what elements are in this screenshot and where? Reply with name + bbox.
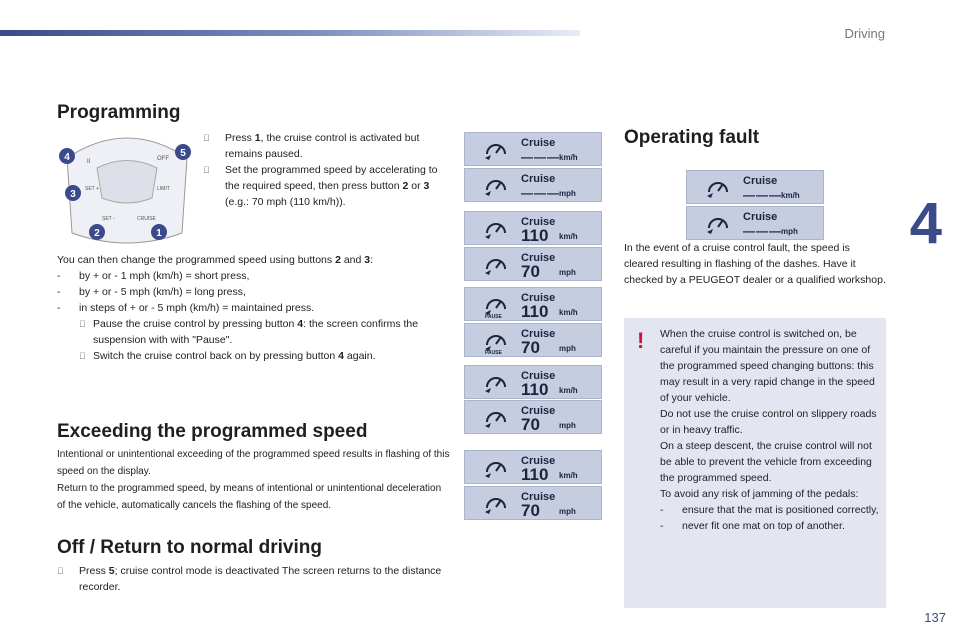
fault-heading: Operating fault: [624, 127, 760, 148]
step-item: Set the programmed speed by accelerating to the required speed, then press button 2 or 3 (e.g.: 70 mph (110 km/h)).: [203, 162, 443, 210]
cruise-label: Cruise: [521, 173, 556, 185]
speed-value: 70: [521, 338, 540, 357]
list-item: Pause the cruise control by pressing button 4: the screen confirms the suspension with with "Pause".: [57, 316, 442, 348]
bullet-icon: [57, 563, 79, 595]
cruise-label: Cruise: [521, 370, 556, 382]
svg-text:OFF: OFF: [157, 156, 169, 162]
steering-wheel-controls-diagram: [57, 128, 197, 248]
list-item: - by + or - 5 mph (km/h) = long press,: [57, 286, 246, 298]
speed-unit: mph: [559, 189, 576, 198]
bullet-icon: [203, 162, 225, 210]
warning-text: When the cruise control is switched on, be careful if you maintain the pressure on one of the programmed speed changing buttons: this may result in a very rapid change in the speed of your vehicle. Do not use the cruise control on slippery roads or in heavy traffic. On a steep descent, the cruise control will not be able to prevent the vehicle from exceeding the programmed speed. To avoid any risk of jamming of the pedals: - ensure that the mat is positioned correctly, - never fit one mat on top of another.: [660, 328, 879, 532]
warning-icon: !: [637, 328, 645, 353]
speed-unit: km/h: [781, 191, 800, 200]
section-title: Driving: [844, 26, 885, 41]
bullet-icon: [79, 348, 93, 364]
svg-text:II: II: [87, 159, 91, 165]
speed-dashes: ———: [743, 188, 782, 202]
speed-unit: mph: [559, 268, 576, 277]
speed-unit: mph: [559, 421, 576, 430]
cruise-speedometer-icon: [483, 138, 509, 162]
warning-box: [624, 318, 886, 608]
svg-text:LIMIT: LIMIT: [157, 186, 170, 192]
cruise-label: Cruise: [743, 211, 778, 223]
cruise-display-panel: [686, 206, 824, 240]
cruise-display-panel: [686, 170, 824, 204]
programming-steps: [203, 130, 443, 210]
cruise-label: Cruise: [521, 292, 556, 304]
cruise-speedometer-icon: [483, 456, 509, 480]
cruise-speedometer-icon: [483, 406, 509, 430]
speed-value: 70: [521, 415, 540, 434]
cruise-label: Cruise: [521, 252, 556, 264]
svg-text:2: 2: [94, 228, 100, 239]
speed-value: 110: [521, 302, 549, 321]
button-callout-3: [65, 185, 81, 201]
button-callout-5: [175, 144, 191, 160]
cruise-label: Cruise: [521, 328, 556, 340]
pause-label: PAUSE: [485, 314, 502, 320]
svg-text:SET -: SET -: [102, 216, 115, 222]
speed-dashes: ———: [521, 186, 560, 200]
speed-value: 110: [521, 380, 549, 399]
speed-unit: mph: [781, 227, 798, 236]
cruise-display-panel: [464, 247, 602, 281]
speed-unit: mph: [559, 344, 576, 353]
list-item: Switch the cruise control back on by pressing button 4 again.: [57, 348, 442, 364]
cruise-speedometer-icon: [483, 253, 509, 277]
off-heading: Off / Return to normal driving: [57, 537, 322, 558]
svg-text:5: 5: [180, 148, 186, 159]
chapter-number: 4: [909, 191, 942, 256]
cruise-speedometer-icon: [483, 217, 509, 241]
speed-unit: km/h: [559, 308, 578, 317]
exceeding-text: Intentional or unintentional exceeding of the programmed speed results in flashing of this speed on the display. Return to the programmed speed, by means of intentional or unintentional deceleration of the vehicle, automatically cancels the flashing of the speed.: [57, 449, 450, 511]
pause-label: PAUSE: [485, 350, 502, 356]
speed-unit: km/h: [559, 153, 578, 162]
cruise-display-panel: [464, 365, 602, 399]
programming-heading: Programming: [57, 102, 181, 123]
list-item: - in steps of + or - 5 mph (km/h) = maintained press.: [57, 302, 315, 314]
speed-value: 110: [521, 465, 549, 484]
speed-unit: km/h: [559, 386, 578, 395]
cruise-display-panel: [464, 486, 602, 520]
cruise-display-panel: [464, 323, 602, 357]
bullet-icon: [203, 130, 225, 162]
list-item: - by + or - 1 mph (km/h) = short press,: [57, 270, 250, 282]
svg-text:CRUISE: CRUISE: [137, 216, 156, 222]
header-bar: [0, 30, 580, 36]
cruise-display-panel: [464, 400, 602, 434]
page-number: 137: [924, 610, 946, 625]
speed-unit: mph: [559, 507, 576, 516]
cruise-speedometer-icon: [483, 174, 509, 198]
cruise-speedometer-icon: [483, 371, 509, 395]
speed-dashes: ———: [743, 224, 782, 238]
speed-unit: km/h: [559, 232, 578, 241]
cruise-speedometer-icon: [705, 212, 731, 236]
speed-value: 110: [521, 226, 549, 245]
button-callout-2: [89, 224, 105, 240]
step-item: Press 1, the cruise control is activated but remains paused.: [203, 130, 443, 162]
cruise-display-panel: [464, 287, 602, 321]
list-item: - ensure that the mat is positioned correctly,: [660, 504, 879, 516]
cruise-display-panel: [464, 450, 602, 484]
cruise-display-panel: [464, 132, 602, 166]
cruise-display-panel: [464, 211, 602, 245]
cruise-label: Cruise: [521, 491, 556, 503]
list-item: - never fit one mat on top of another.: [660, 520, 845, 532]
svg-text:3: 3: [70, 189, 76, 200]
speed-dashes: ———: [521, 150, 560, 164]
speed-value: 70: [521, 501, 540, 520]
cruise-label: Cruise: [521, 216, 556, 228]
cruise-label: Cruise: [521, 405, 556, 417]
svg-text:1: 1: [156, 228, 162, 239]
svg-text:SET +: SET +: [85, 186, 99, 192]
cruise-label: Cruise: [743, 175, 778, 187]
cruise-speedometer-icon: [483, 492, 509, 516]
svg-text:4: 4: [64, 152, 70, 163]
cruise-label: Cruise: [521, 455, 556, 467]
off-text: Press 5; cruise control mode is deactivated The screen returns to the distance recorder.: [57, 563, 442, 595]
cruise-label: Cruise: [521, 137, 556, 149]
exceeding-heading: Exceeding the programmed speed: [57, 421, 368, 442]
fault-text: In the event of a cruise control fault, the speed is cleared resulting in flashing of the dashes. Have it checked by a PEUGEOT dealer or a qualified workshop.: [624, 242, 886, 286]
speed-value: 70: [521, 262, 540, 281]
cruise-display-panel: [464, 168, 602, 202]
bullet-icon: [79, 316, 93, 348]
speed-change-text: You can then change the programmed speed using buttons 2 and 3: - by + or - 1 mph (km/h) = short press, - by + or - 5 mph (km/h) = long press, - in steps of + or - 5 mph (km/h) = maintained press. Pause the cruise control by pressing button 4: the screen confirms the suspension with with "Pause". Switch the cruise control back on by pressing button 4 again.: [57, 252, 442, 364]
button-callout-4: [59, 148, 75, 164]
button-callout-1: [151, 224, 167, 240]
speed-unit: km/h: [559, 471, 578, 480]
cruise-speedometer-icon: [705, 176, 731, 200]
